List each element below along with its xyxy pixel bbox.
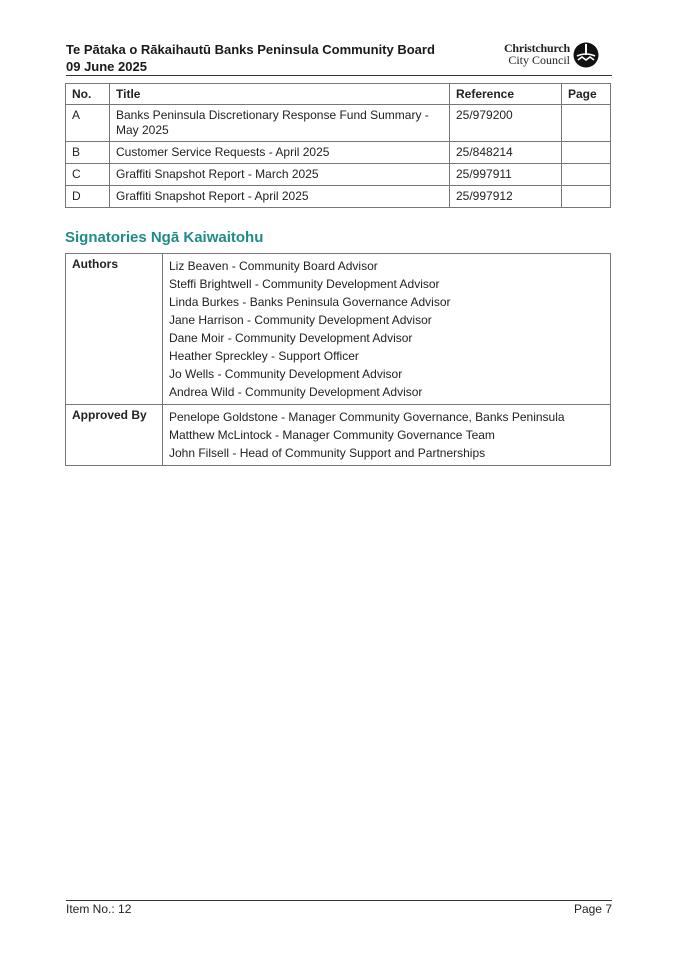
table-row	[66, 105, 611, 142]
authors-label: Authors	[66, 254, 163, 405]
signatories-heading: Signatories Ngā Kaiwaitohu	[65, 229, 264, 246]
author-name: Liz Beaven - Community Board Advisor	[169, 259, 378, 273]
table-header-row	[66, 84, 611, 105]
signatories-table	[65, 253, 611, 466]
footer-page-number: Page 7	[573, 902, 612, 916]
author-name: Jo Wells - Community Development Advisor	[169, 367, 403, 381]
logo-line2: City Council	[508, 53, 570, 67]
board-name: Te Pātaka o Rākaihautū Banks Peninsula Community Board	[66, 42, 435, 57]
footer-divider	[66, 900, 612, 901]
row-page	[562, 164, 611, 186]
row-page	[562, 186, 611, 208]
authors-list	[163, 254, 611, 405]
logo-line1: Christchurch	[503, 41, 570, 55]
row-page	[562, 142, 611, 164]
authors-row	[66, 254, 611, 405]
col-page: Page	[562, 84, 611, 105]
footer-item-number: Item No.: 12	[66, 902, 132, 916]
row-reference: 25/848214	[450, 142, 562, 164]
row-title: Customer Service Requests - April 2025	[110, 142, 450, 164]
council-logo	[498, 41, 602, 71]
author-name: Heather Spreckley - Support Officer	[169, 349, 359, 363]
row-title: Banks Peninsula Discretionary Response Fund Summary - May 2025	[110, 105, 450, 142]
approved-label: Approved By	[66, 405, 163, 466]
row-reference: 25/979200	[450, 105, 562, 142]
row-no: C	[66, 164, 110, 186]
attachments-table	[65, 83, 611, 208]
author-name: Linda Burkes - Banks Peninsula Governance Advisor	[169, 295, 451, 309]
council-emblem-icon	[572, 41, 600, 69]
row-title: Graffiti Snapshot Report - April 2025	[110, 186, 450, 208]
row-no: A	[66, 105, 110, 142]
header-divider	[66, 75, 612, 76]
row-no: D	[66, 186, 110, 208]
approver-name: Matthew McLintock - Manager Community Governance Team	[169, 428, 495, 442]
document-header	[66, 41, 435, 75]
approver-name: Penelope Goldstone - Manager Community Governance, Banks Peninsula	[169, 410, 565, 424]
col-reference: Reference	[450, 84, 562, 105]
author-name: Dane Moir - Community Development Advisor	[169, 331, 413, 345]
approver-name: John Filsell - Head of Community Support and Partnerships	[169, 446, 486, 460]
table-row	[66, 186, 611, 208]
table-row	[66, 142, 611, 164]
row-page	[562, 105, 611, 142]
author-name: Jane Harrison - Community Development Advisor	[169, 313, 432, 327]
author-name: Andrea Wild - Community Development Advisor	[169, 385, 423, 399]
row-no: B	[66, 142, 110, 164]
approved-row	[66, 405, 611, 466]
approvers-list	[163, 405, 611, 466]
row-reference: 25/997912	[450, 186, 562, 208]
row-title: Graffiti Snapshot Report - March 2025	[110, 164, 450, 186]
col-title: Title	[110, 84, 450, 105]
table-row	[66, 164, 611, 186]
row-reference: 25/997911	[450, 164, 562, 186]
meeting-date: 09 June 2025	[66, 59, 147, 74]
author-name: Steffi Brightwell - Community Development Advisor	[169, 277, 440, 291]
col-no: No.	[66, 84, 110, 105]
